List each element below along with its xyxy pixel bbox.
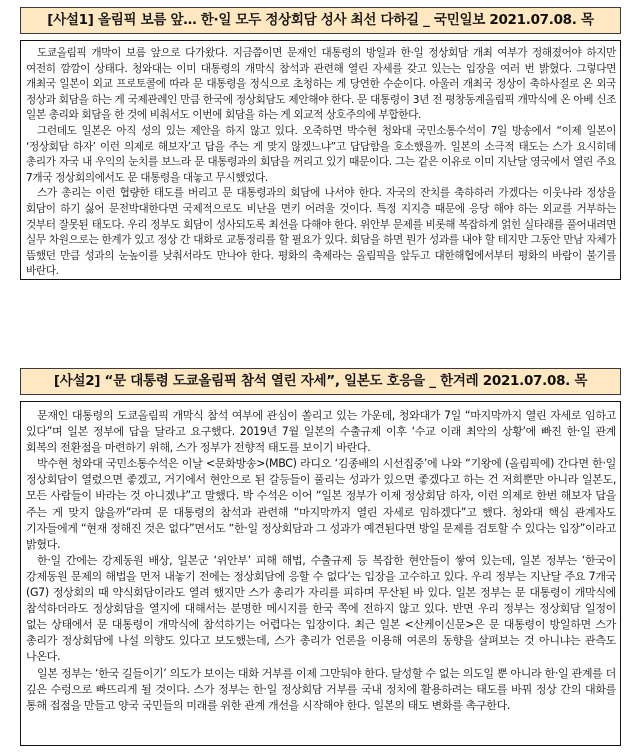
- editorial1-paragraph: 도쿄올림픽 개막이 보름 앞으로 다가왔다. 지금쯤이면 문재인 대통령의 방일과 한·일 정상회담 개최 여부가 정해졌어야 하지만 여전히 깜깜이 상태다. 청와대는 이미 대통령의 개막식 참석과 관련해 열린 자세를 갖고 있는는 입장을 여러 번 밝혔다. 그렇다면 개최국 일본이 외교 프로토콜에 따라 문 대통령을 정식으로 초청하는 게 당연한 수순이다. 아울러 개최국 정상이 축하사절로 온 외국 정상과 회담을 하는 게 국제관례인 만큼 한국에 정상회담도 제안해야 한다. 문 대통령이 3년 전 평창동계올림픽 개막식에 온 아베 신조 일본 총리와 회담을 한 것에 비춰서도 이번에 회담을 하는 게 외교적 상호주의에 부합한다.: [26, 47, 616, 122]
- editorial2-paragraph: 한·일 간에는 강제동원 배상, 일본군 ‘위안부’ 피해 해법, 수출규제 등 복잡한 현안들이 쌓여 있는데, 일본 정부는 ‘한국이 강제동원 문제의 해법을 먼저 내놓기 전에는 정상회담에 응할 수 없다’는 입장을 고수하고 있다. 우리 정부는 지난달 주요 7개국(G7) 정상회의 때 약식회담이라도 열려 했지만 스가 총리가 자리를 피하며 무산된 바 있다. 일본 정부는 문 대통령이 개막식에 참석하더라도 정상회담을 열지에 대해서는 분명한 메시지를 한국 쪽에 전하지 않고 있다. 반면 우리 정부는 정상회담 일정이 없는 상태에서 문 대통령이 개막식에 참석하기는 어렵다는 입장이다. 최근 일본 <산케이신문>은 문 대통령이 방일하면 스가 총리가 정상회담에 나설 의향도 있다고 보도했는데, 스가 총리가 언론을 이용해 여론의 동향을 살펴보는 것 아니냐는 관측도 나온다.: [26, 553, 616, 664]
- editorial2-paragraph: 박수현 청와대 국민소통수석은 이날 <문화방송>(MBC) 라디오 ‘김종배의 시선집중’에 나와 “기왕에 (올림픽에) 간다면 한·일 정상회담이 열렸으면 좋겠고, 거기에서 현안으로 된 갈등들이 풀리는 성과가 있으면 좋겠다고 하는 건 저희뿐만 아니라 일본도, 모든 사람들이 바라는 것 아니겠냐”고 말했다. 박 수석은 이어 “일본 정부가 이제 정상회담 하자, 이런 의제로 한번 해보자 답을 주는 게 맞지 않을까”라며 문 대통령의 참석과 관련해 “마지막까지 열린 자세로 임하겠다”고 했다. 청와대 핵심 관계자도 기자들에게 “현재 정해진 것은 없다”면서도 “한·일 정상회담과 그 성과가 예견된다면 방일 문제를 검토할 수 있다는 입장”이라고 밝혔다.: [26, 457, 616, 551]
- editorial1-paragraph: 그런데도 일본은 아직 성의 있는 제안을 하지 않고 있다. 오죽하면 박수현 청와대 국민소통수석이 7일 방송에서 “이제 일본이 ‘정상회담 하자’ 이런 의제로 해보자’고 답을 주는 게 맞지 않겠느냐”고 답답함을 호소했을까. 일본의 소극적 태도는 스가 요시히데 총리가 자국 내 우익의 눈치를 보느라 문 대통령과의 회담을 꺼리고 있기 때문이다. 그는 같은 이유로 이미 지난달 영국에서 열린 주요 7개국 정상회의에서도 문 대통령을 대놓고 무시했었다.: [26, 124, 616, 184]
- editorial1-paragraph: 스가 총리는 이런 협량한 태도를 버리고 문 대통령과의 회담에 나서야 한다. 자국의 잔치를 축하하러 가겠다는 이웃나라 정상을 회담이 하기 싫어 문전박대한다면 국제적으로도 비난을 면키 어려울 것이다. 특정 지지층 때문에 응당 해야 하는 외교를 거부하는 것부터 잘못된 태도다. 우리 정부도 회담이 성사되도록 최선을 다해야 한다. 위안부 문제를 비롯해 복잡하게 얽힌 실타래를 풀어내려면 실무 차원으로는 한계가 있고 정상 간 대화로 교통정리를 할 필요가 있다. 회담을 하면 뭔가 성과를 내야 할 테지만 그동안 만남 자체가 뜸했던 만큼 성과의 눈높이를 낮춰서라도 만나야 한다. 평화의 축제라는 올림픽을 앞두고 대한해협에서부터 평화의 바람이 불기를 바란다.: [26, 187, 616, 278]
- editorial2-body: [20, 401, 621, 746]
- editorial1-title: [사설1] 올림픽 보름 앞… 한·일 모두 정상회담 성사 최선 다하길 _ 국민일보 2021.07.08. 목: [20, 7, 621, 34]
- editorial2-title: [사설2] “문 대통령 도쿄올림픽 참석 열린 자세”, 일본도 호응을 _ 한겨레 2021.07.08. 목: [20, 368, 621, 395]
- editorial2-paragraph: 문재인 대통령의 도쿄올림픽 개막식 참석 여부에 관심이 쏠리고 있는 가운데, 청와대가 7일 “마지막까지 열린 자세로 임하고 있다”며 일본 정부에 답을 달라고 요구했다. 2019년 7월 일본의 수출규제 이후 ‘수교 이래 최악의 상황’에 빠진 한·일 관계 회복의 전환점을 마련하기 위해, 스가 정부가 전향적 태도를 보이기 바란다.: [26, 409, 616, 455]
- editorial2-paragraph: 일본 정부는 ‘한국 길들이기’ 의도가 보이는 대화 거부를 이제 그만둬야 한다. 달성할 수 없는 의도일 뿐 아니라 한·일 관계를 더 깊은 수렁으로 빠뜨리게 될 것이다. 스가 정부는 한·일 정상회담 거부를 국내 정치에 활용하려는 태도를 바꿔 정상 간의 대화를 통해 접점을 만들고 양국 국민들의 미래를 위한 관계 개선을 시작해야 한다. 일본의 태도 변화를 촉구한다.: [26, 666, 616, 712]
- editorial1-body: [20, 40, 621, 280]
